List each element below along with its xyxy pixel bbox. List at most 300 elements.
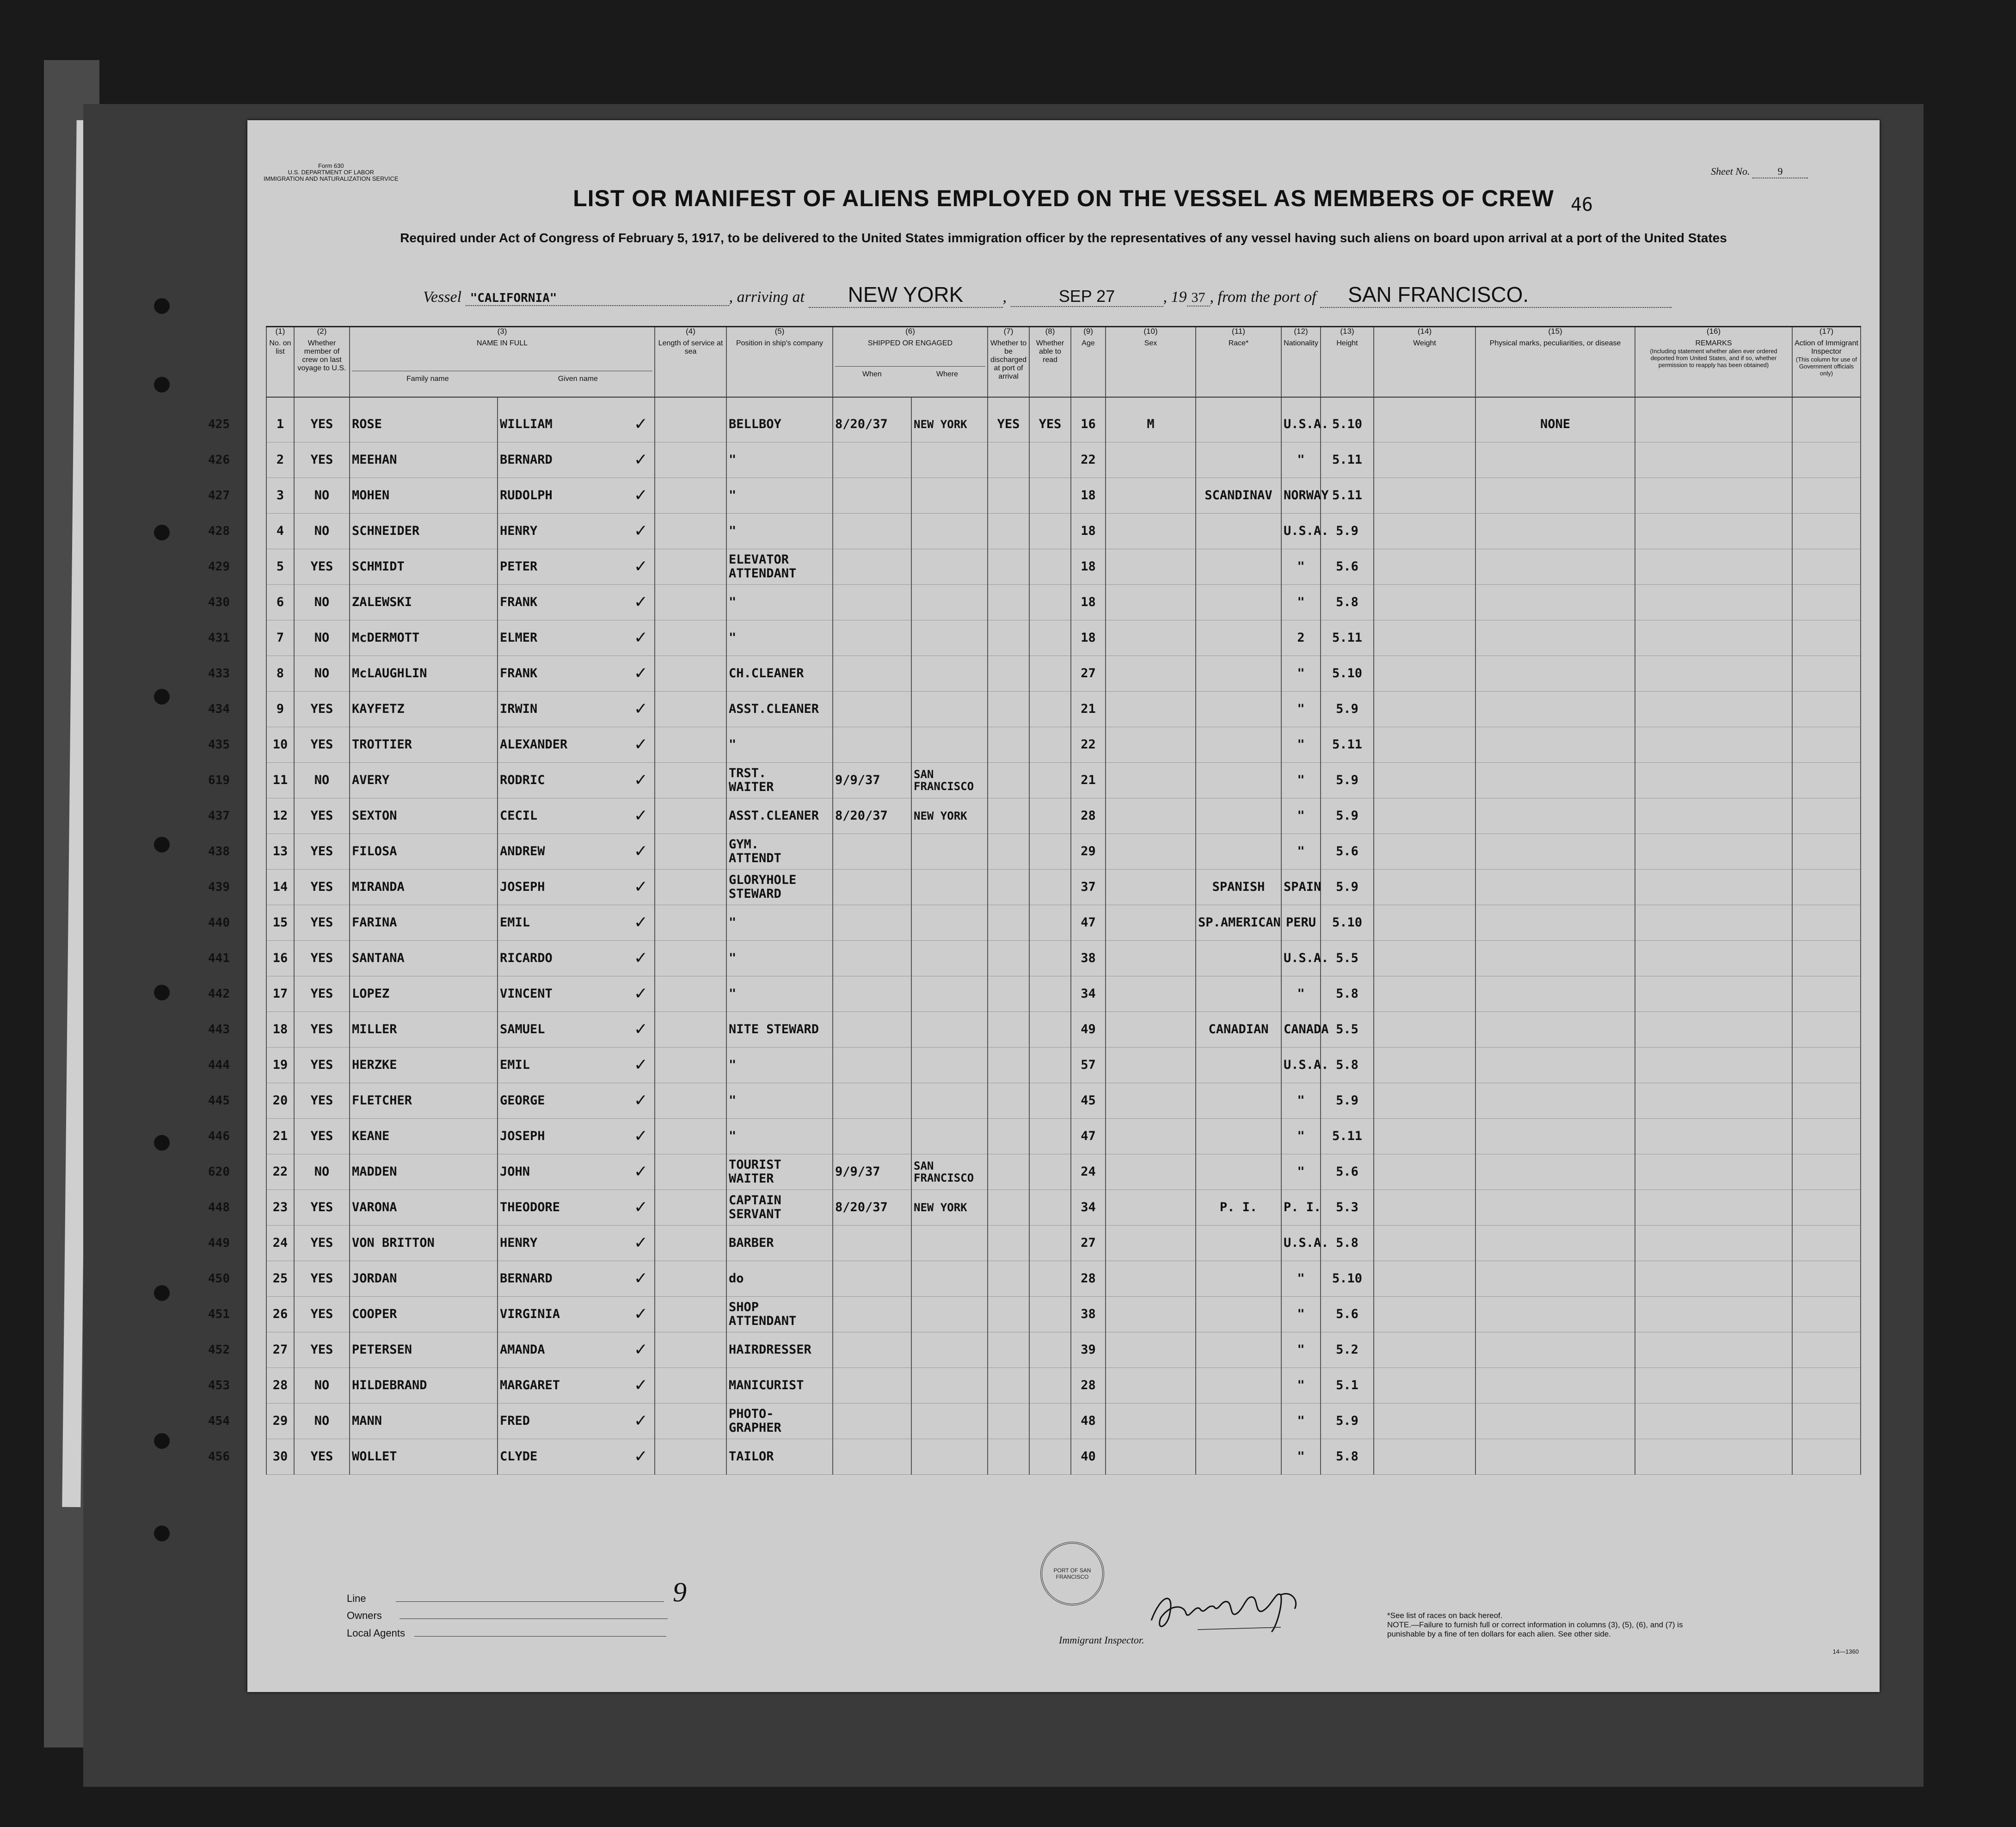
given-name (498, 1439, 655, 1475)
remarks-cell (1635, 905, 1792, 941)
action-cell (1792, 763, 1861, 798)
marks-cell (1475, 941, 1635, 976)
margin-line-number: 619 (208, 773, 230, 787)
nationality-cell: " (1281, 1297, 1321, 1332)
remarks-cell (1635, 1332, 1792, 1368)
footnote (1387, 1611, 1706, 1639)
remarks-cell (1635, 1190, 1792, 1226)
position: " (729, 737, 737, 752)
when-cell (833, 1404, 911, 1439)
marks-cell (1475, 1439, 1635, 1475)
weight-cell (1374, 976, 1475, 1012)
col-header-10: (10) Sex (1106, 327, 1196, 398)
where-cell (911, 692, 988, 727)
when-cell (833, 1261, 911, 1297)
sex-cell (1106, 834, 1196, 870)
race-cell (1196, 656, 1281, 692)
where-cell: SAN FRANCISCO (911, 763, 988, 798)
table-row (266, 870, 1861, 905)
nationality-cell: " (1281, 976, 1321, 1012)
marks-cell (1475, 905, 1635, 941)
where-cell (911, 620, 988, 656)
nationality-cell: " (1281, 834, 1321, 870)
given-name-text: BERNARD (500, 1271, 553, 1286)
given-name (498, 1332, 655, 1368)
height-cell: 5.9 (1321, 798, 1374, 834)
given-name-text: GEORGE (500, 1093, 545, 1108)
given-name (498, 727, 655, 763)
given-name (498, 397, 655, 442)
service-cell (655, 1439, 726, 1475)
margin-line-number: 427 (208, 489, 230, 503)
marks-cell (1475, 478, 1635, 514)
check-mark-icon: ✓ (633, 735, 648, 754)
action-cell (1792, 1368, 1861, 1404)
given-name (498, 692, 655, 727)
arrival-year: 37 (1187, 290, 1210, 307)
height-cell: 5.10 (1321, 905, 1374, 941)
discharged-cell (988, 620, 1029, 656)
nationality-cell: " (1281, 585, 1321, 620)
read-cell: YES (1029, 397, 1071, 442)
col-header-8: (8) Whether able to read (1029, 327, 1071, 398)
table-row (266, 727, 1861, 763)
when-cell (833, 549, 911, 585)
read-cell (1029, 1226, 1071, 1261)
given-name-text: JOSEPH (500, 1129, 545, 1143)
given-name-text: ANDREW (500, 844, 545, 858)
voyage-line: Vessel "CALIFORNIA" , arriving at NEW YORK , SEP 27 , 19 37 , from the port of SAN FRANCISCO. (423, 282, 1672, 308)
read-cell (1029, 1190, 1071, 1226)
position: " (729, 987, 737, 1001)
age-cell: 18 (1071, 478, 1106, 514)
nationality-cell: " (1281, 1404, 1321, 1439)
service-cell (655, 692, 726, 727)
sex-cell (1106, 763, 1196, 798)
punch-hole (154, 1135, 170, 1151)
sex-cell (1106, 1048, 1196, 1083)
position-line2: WAITER (729, 780, 774, 794)
list-number: 1 (276, 417, 284, 431)
family-cell: MIRANDA (350, 870, 498, 905)
col-header-13: (13) Height (1321, 327, 1374, 398)
position: MANICURIST (729, 1378, 804, 1392)
remarks-cell (1635, 976, 1792, 1012)
prev-cell: YES (294, 397, 350, 442)
age-cell: 22 (1071, 442, 1106, 478)
remarks-cell (1635, 1048, 1792, 1083)
when-cell (833, 727, 911, 763)
marks-cell (1475, 1048, 1635, 1083)
sex-cell: M (1106, 397, 1196, 442)
race-cell (1196, 1226, 1281, 1261)
list-number: 25 (272, 1271, 288, 1286)
arriving-label: arriving at (737, 288, 805, 306)
position: BELLBOY (729, 417, 781, 431)
weight-cell (1374, 656, 1475, 692)
check-mark-icon: ✓ (633, 1447, 648, 1466)
action-cell (1792, 1404, 1861, 1439)
given-name (498, 1404, 655, 1439)
document-title: LIST OR MANIFEST OF ALIENS EMPLOYED ON THE VESSEL AS MEMBERS OF CREW (573, 185, 1554, 211)
action-cell (1792, 1332, 1861, 1368)
sex-cell (1106, 1226, 1196, 1261)
height-cell: 5.9 (1321, 1083, 1374, 1119)
read-cell (1029, 656, 1071, 692)
family-cell: HILDEBRAND (350, 1368, 498, 1404)
height-cell: 5.6 (1321, 1154, 1374, 1190)
given-name (498, 976, 655, 1012)
nationality-cell: " (1281, 549, 1321, 585)
where-cell (911, 1261, 988, 1297)
list-number: 14 (272, 880, 288, 894)
position-line2: WAITER (729, 1171, 774, 1186)
read-cell (1029, 834, 1071, 870)
height-cell: 5.11 (1321, 1119, 1374, 1154)
given-name-text: CLYDE (500, 1449, 538, 1464)
given-name-text: IRWIN (500, 702, 538, 716)
discharged-cell (988, 798, 1029, 834)
position: TAILOR (729, 1449, 774, 1464)
given-name (498, 1190, 655, 1226)
action-cell (1792, 620, 1861, 656)
position-line2: ATTENDANT (729, 1314, 797, 1328)
height-cell: 5.9 (1321, 763, 1374, 798)
col-header-3: (3) NAME IN FULL Family name Given name (350, 327, 655, 398)
prev-cell: YES (294, 1012, 350, 1048)
sex-cell (1106, 1297, 1196, 1332)
remarks-cell (1635, 549, 1792, 585)
race-cell (1196, 1439, 1281, 1475)
position-line2: ATTENDT (729, 851, 781, 865)
family-cell: SEXTON (350, 798, 498, 834)
position: CH.CLEANER (729, 666, 804, 681)
read-cell (1029, 549, 1071, 585)
nationality-cell: " (1281, 1083, 1321, 1119)
when-cell (833, 905, 911, 941)
service-cell (655, 905, 726, 941)
given-name-text: FRANK (500, 595, 538, 609)
position-cell (726, 1332, 833, 1368)
sex-cell (1106, 514, 1196, 549)
when-cell (833, 514, 911, 549)
list-number: 29 (272, 1414, 288, 1428)
family-cell: AVERY (350, 763, 498, 798)
check-mark-icon: ✓ (633, 1055, 648, 1074)
service-cell (655, 1368, 726, 1404)
height-cell: 5.11 (1321, 478, 1374, 514)
position-cell (726, 1012, 833, 1048)
position-cell (726, 549, 833, 585)
marks-cell (1475, 870, 1635, 905)
nationality-cell: SPAIN (1281, 870, 1321, 905)
check-mark-icon: ✓ (633, 877, 648, 896)
marks-cell (1475, 1226, 1635, 1261)
read-cell (1029, 798, 1071, 834)
check-mark-icon: ✓ (633, 1411, 648, 1430)
departure-port: SAN FRANCISCO. (1320, 282, 1672, 308)
weight-cell (1374, 1154, 1475, 1190)
table-row (266, 549, 1861, 585)
remarks-cell (1635, 798, 1792, 834)
nationality-cell: U.S.A. (1281, 514, 1321, 549)
when-cell: 9/9/37 (833, 1154, 911, 1190)
manifest-sheet (208, 120, 1880, 1692)
read-cell (1029, 1083, 1071, 1119)
arrival-port: NEW YORK (809, 282, 1003, 308)
given-name-text: HENRY (500, 524, 538, 538)
family-cell: MOHEN (350, 478, 498, 514)
table-row (266, 1404, 1861, 1439)
age-cell: 34 (1071, 976, 1106, 1012)
where-header: Where (936, 370, 958, 378)
check-mark-icon: ✓ (633, 984, 648, 1003)
check-mark-icon: ✓ (633, 450, 648, 469)
remarks-cell (1635, 1119, 1792, 1154)
list-number: 26 (272, 1307, 288, 1321)
punch-hole (154, 837, 170, 852)
marks-cell (1475, 1261, 1635, 1297)
weight-cell (1374, 1368, 1475, 1404)
position: " (729, 453, 737, 467)
check-mark-icon: ✓ (633, 557, 648, 576)
race-cell (1196, 692, 1281, 727)
age-cell: 18 (1071, 549, 1106, 585)
marks-cell (1475, 620, 1635, 656)
age-cell: 29 (1071, 834, 1106, 870)
col-header-16: (16) REMARKS (Including statement whether alien ever ordered deported from United States, and if so, whether permission to reapply has been obtained) (1635, 327, 1792, 398)
when-cell: 8/20/37 (833, 1190, 911, 1226)
service-cell (655, 1261, 726, 1297)
when-header: When (862, 370, 882, 378)
action-cell (1792, 656, 1861, 692)
race-cell (1196, 1154, 1281, 1190)
race-cell: SPANISH (1196, 870, 1281, 905)
given-name (498, 656, 655, 692)
age-cell: 24 (1071, 1154, 1106, 1190)
form-identifier (264, 163, 399, 182)
given-name-text: VIRGINIA (500, 1307, 560, 1321)
col-header-1: (1) No. on list (266, 327, 294, 398)
age-cell: 34 (1071, 1190, 1106, 1226)
margin-line-number: 452 (208, 1343, 230, 1357)
punch-hole (154, 298, 170, 314)
given-name (498, 834, 655, 870)
service-cell (655, 798, 726, 834)
height-cell: 5.5 (1321, 1012, 1374, 1048)
action-cell (1792, 585, 1861, 620)
weight-cell (1374, 514, 1475, 549)
vessel-name: "CALIFORNIA" (466, 291, 729, 306)
prev-cell: YES (294, 1083, 350, 1119)
service-cell (655, 870, 726, 905)
check-mark-icon: ✓ (633, 1233, 648, 1252)
given-name-text: AMANDA (500, 1343, 545, 1357)
position: TOURIST (729, 1158, 781, 1172)
read-cell (1029, 1332, 1071, 1368)
sheet-number-label: Sheet No. (1711, 166, 1750, 177)
sex-cell (1106, 1332, 1196, 1368)
sex-cell (1106, 656, 1196, 692)
given-name-text: FRANK (500, 666, 538, 681)
family-cell: COOPER (350, 1297, 498, 1332)
prev-cell: YES (294, 1261, 350, 1297)
nationality-cell: 2 (1281, 620, 1321, 656)
table-row (266, 692, 1861, 727)
margin-line-number: 442 (208, 987, 230, 1001)
prev-cell: YES (294, 1297, 350, 1332)
position: CAPTAIN (729, 1193, 781, 1208)
race-cell: CANADIAN (1196, 1012, 1281, 1048)
col-header-4: (4) Length of service at sea (655, 327, 726, 398)
where-cell (911, 442, 988, 478)
action-cell (1792, 941, 1861, 976)
action-cell (1792, 905, 1861, 941)
owners-label: Owners (347, 1610, 382, 1621)
remarks-cell (1635, 941, 1792, 976)
table-row (266, 976, 1861, 1012)
table-header-row (266, 327, 1861, 398)
when-cell (833, 976, 911, 1012)
discharged-cell (988, 976, 1029, 1012)
action-cell (1792, 1154, 1861, 1190)
position: ASST.CLEANER (729, 702, 819, 716)
discharged-cell (988, 905, 1029, 941)
position: GLORYHOLE (729, 873, 797, 887)
sex-cell (1106, 692, 1196, 727)
nationality-cell: U.S.A. (1281, 941, 1321, 976)
table-row (266, 1261, 1861, 1297)
list-number: 30 (272, 1449, 288, 1464)
height-cell: 5.8 (1321, 1048, 1374, 1083)
when-cell (833, 1226, 911, 1261)
margin-line-number: 435 (208, 738, 230, 752)
nationality-cell: " (1281, 1119, 1321, 1154)
position-cell (726, 692, 833, 727)
position-cell (726, 976, 833, 1012)
sheet-number (1711, 166, 1808, 178)
weight-cell (1374, 1297, 1475, 1332)
position-cell (726, 1154, 833, 1190)
line-field (347, 1593, 664, 1605)
read-cell (1029, 620, 1071, 656)
read-cell (1029, 514, 1071, 549)
given-name-text: JOHN (500, 1165, 530, 1179)
race-cell (1196, 1119, 1281, 1154)
action-cell (1792, 692, 1861, 727)
margin-line-number: 453 (208, 1379, 230, 1392)
position: " (729, 951, 737, 965)
position-cell (726, 1119, 833, 1154)
marks-cell (1475, 1119, 1635, 1154)
race-cell (1196, 620, 1281, 656)
marks-cell (1475, 1083, 1635, 1119)
table-row (266, 763, 1861, 798)
action-cell (1792, 1297, 1861, 1332)
read-cell (1029, 442, 1071, 478)
remarks-cell (1635, 442, 1792, 478)
position-cell (726, 834, 833, 870)
check-mark-icon: ✓ (633, 1162, 648, 1181)
sex-cell (1106, 1404, 1196, 1439)
discharged-cell (988, 1012, 1029, 1048)
where-cell (911, 656, 988, 692)
discharged-cell (988, 1190, 1029, 1226)
race-cell (1196, 834, 1281, 870)
action-cell (1792, 1190, 1861, 1226)
punch-hole (154, 377, 170, 392)
service-cell (655, 656, 726, 692)
remarks-cell (1635, 1083, 1792, 1119)
service-cell (655, 941, 726, 976)
sex-cell (1106, 1261, 1196, 1297)
margin-line-number: 446 (208, 1129, 230, 1143)
family-cell: FLETCHER (350, 1083, 498, 1119)
weight-cell (1374, 478, 1475, 514)
family-cell: KAYFETZ (350, 692, 498, 727)
action-cell (1792, 549, 1861, 585)
table-row (266, 798, 1861, 834)
given-name (498, 1119, 655, 1154)
service-cell (655, 478, 726, 514)
position: " (729, 1093, 737, 1108)
discharged-cell (988, 1297, 1029, 1332)
given-name (498, 905, 655, 941)
action-cell (1792, 397, 1861, 442)
position-line2: GRAPHER (729, 1421, 781, 1435)
weight-cell (1374, 1012, 1475, 1048)
position-cell (726, 763, 833, 798)
col-header-9: (9) Age (1071, 327, 1106, 398)
where-cell: SAN FRANCISCO (911, 1154, 988, 1190)
discharged-cell (988, 1226, 1029, 1261)
weight-cell (1374, 442, 1475, 478)
age-cell: 28 (1071, 1261, 1106, 1297)
discharged-cell (988, 692, 1029, 727)
prev-cell: NO (294, 763, 350, 798)
sex-cell (1106, 585, 1196, 620)
family-cell: VARONA (350, 1190, 498, 1226)
position-cell (726, 478, 833, 514)
age-cell: 47 (1071, 905, 1106, 941)
race-cell: SCANDINAV (1196, 478, 1281, 514)
remarks-cell (1635, 1154, 1792, 1190)
height-cell: 5.9 (1321, 870, 1374, 905)
discharged-cell (988, 1083, 1029, 1119)
where-cell (911, 1048, 988, 1083)
sex-cell (1106, 1012, 1196, 1048)
margin-line-number: 451 (208, 1307, 230, 1321)
where-cell (911, 549, 988, 585)
sex-cell (1106, 798, 1196, 834)
weight-cell (1374, 763, 1475, 798)
position-cell (726, 1439, 833, 1475)
position-line2: ATTENDANT (729, 566, 797, 581)
col-header-15: (15) Physical marks, peculiarities, or disease (1475, 327, 1635, 398)
read-cell (1029, 478, 1071, 514)
margin-line-number: 440 (208, 916, 230, 930)
punch-hole (154, 1285, 170, 1301)
race-cell (1196, 976, 1281, 1012)
official-seal-stamp: PORT OF SAN FRANCISCO (1040, 1542, 1104, 1606)
age-cell: 48 (1071, 1404, 1106, 1439)
read-cell (1029, 1012, 1071, 1048)
where-cell (911, 1226, 988, 1261)
age-cell: 22 (1071, 727, 1106, 763)
sheet-number-value: 9 (1752, 166, 1808, 178)
position-cell (726, 1226, 833, 1261)
margin-line-number: 425 (208, 417, 230, 431)
